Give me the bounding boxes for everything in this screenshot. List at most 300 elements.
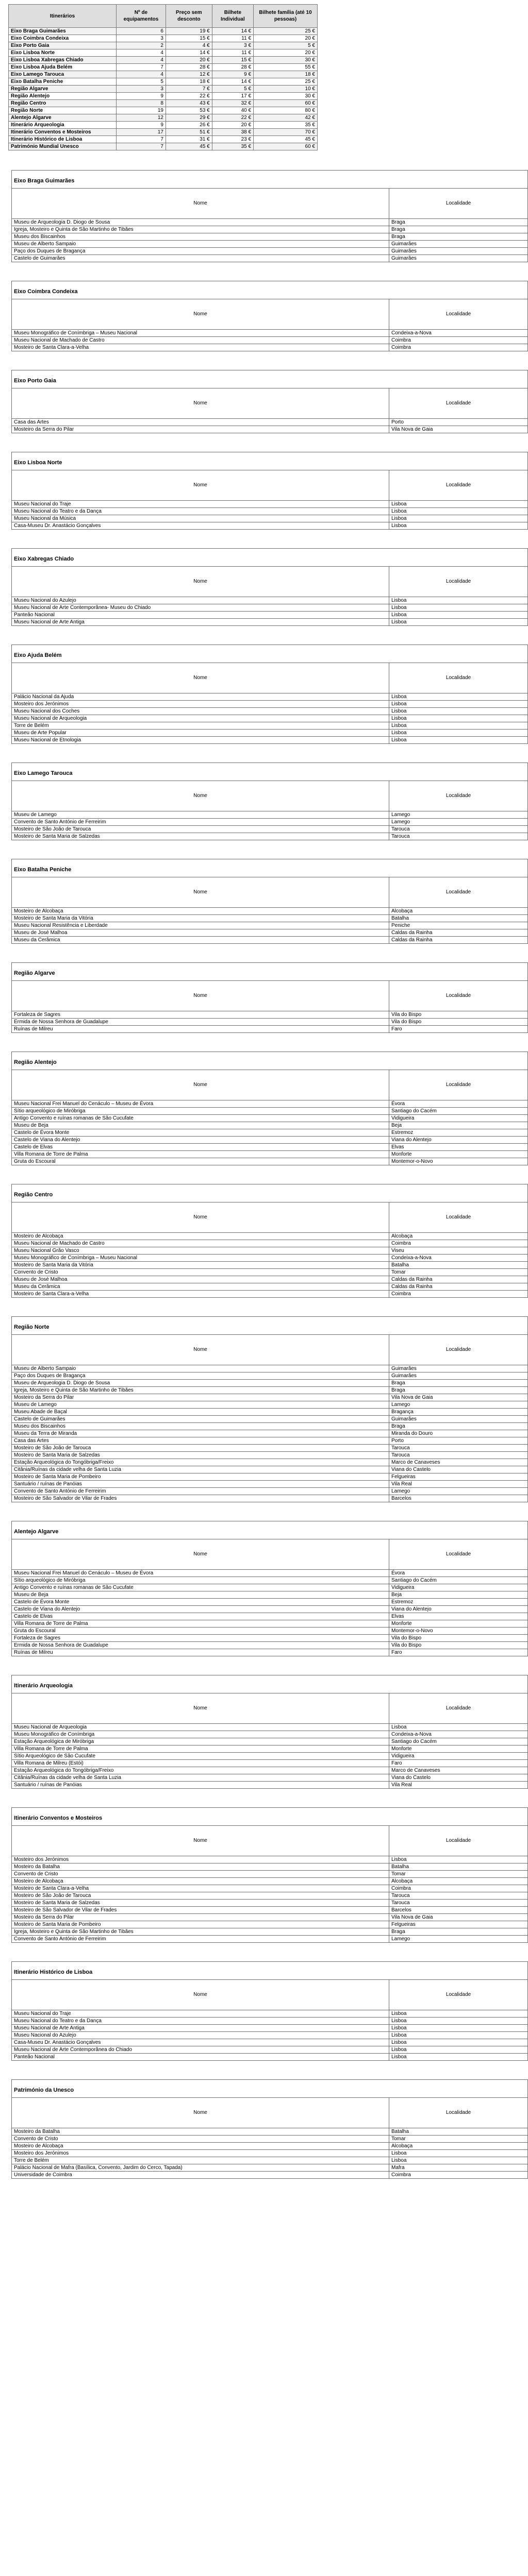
monument-location: Caldas da Rainha: [389, 1283, 528, 1291]
summary-row: [9, 64, 318, 71]
monument-name: Museu Nacional de Machado de Castro: [12, 1240, 389, 1247]
monument-name: Palácio Nacional da Ajuda: [12, 693, 389, 701]
route-header-row: [12, 470, 527, 501]
summary-value: 14 €: [166, 49, 212, 57]
table-row: [12, 1760, 527, 1767]
table-row: [12, 1745, 527, 1753]
monument-location: Faro: [391, 1649, 402, 1655]
monument-name: Museu Nacional de Etnologia: [12, 737, 389, 744]
monument-location: Lisboa: [389, 2046, 528, 2054]
table-row: [12, 1247, 527, 1255]
route-section: [11, 645, 528, 744]
monument-location: Guimarães: [389, 248, 528, 255]
column-header-nome: Nome: [12, 470, 389, 501]
summary-value: 4: [117, 49, 166, 57]
table-row: [12, 1599, 527, 1606]
monument-name: Museu Nacional do Azulejo: [12, 597, 389, 604]
monument-name: Museu Nacional Resistência e Liberdade: [12, 922, 389, 929]
summary-row: [9, 107, 318, 114]
monument-name: Museu Monográfico de Conímbriga: [12, 1731, 389, 1738]
monument-location: Braga: [389, 219, 528, 226]
monument-location: Tarouca: [389, 826, 528, 833]
monument-name: Museu de Lamego: [12, 1401, 389, 1409]
summary-value: 38 €: [212, 129, 253, 136]
table-row: [12, 1613, 527, 1620]
monument-name: Museu Nacional Frei Manuel do Cenáculo – Museu de Évora: [12, 1570, 389, 1577]
summary-header-cell: Bilhete família (até 10 pessoas): [254, 5, 318, 28]
monument-name: Ruínas de Milreu: [12, 1649, 389, 1656]
monument-location: Lamego: [389, 811, 528, 819]
table-row: [12, 1628, 527, 1635]
table-row: [12, 2172, 527, 2179]
monument-location: Lamego: [391, 1936, 410, 1942]
monument-location: Vila Real: [391, 1782, 412, 1788]
summary-value: 43 €: [166, 100, 212, 107]
table-row: [12, 1430, 527, 1437]
monument-name: Mosteiro de Santa Maria da Vitória: [12, 1262, 389, 1269]
monument-name: Mosteiro da Serra do Pilar: [12, 426, 389, 433]
table-row: [12, 1283, 527, 1291]
monument-location: Lisboa: [389, 2150, 528, 2157]
summary-value: 14 €: [212, 78, 253, 86]
monument-location: Lisboa: [389, 2157, 528, 2164]
route-header-row: [12, 877, 527, 908]
route-table: [12, 566, 527, 625]
itinerary-name: Eixo Lisboa Ajuda Belém: [9, 64, 117, 71]
monument-name: Museu de Arqueologia D. Diogo de Sousa: [12, 1380, 389, 1387]
monument-name: Paço dos Duques de Bragança: [12, 1372, 389, 1380]
summary-value: 9: [117, 122, 166, 129]
table-row: [12, 1026, 527, 1033]
column-header-localidade: Localidade: [389, 1980, 528, 2010]
monument-name: Paço dos Duques de Bragança: [12, 248, 389, 255]
table-row: [12, 419, 527, 426]
monument-name: Museu de Arte Popular: [12, 730, 389, 737]
table-row: [12, 344, 527, 351]
itinerary-name: Itinerário Arqueologia: [9, 122, 117, 129]
table-row: [12, 1115, 527, 1122]
monument-name: Mosteiro de Santa Maria de Salzedas: [12, 1900, 389, 1907]
route-title: Itinerário Arqueologia: [14, 1683, 73, 1689]
itinerary-name: Património Mundial Unesco: [9, 143, 117, 150]
monument-name: Torre de Belém: [12, 2157, 389, 2164]
monument-location: Caldas da Rainha: [391, 937, 433, 943]
table-row: [12, 226, 527, 233]
route-table: [12, 663, 527, 743]
summary-row: [9, 93, 318, 100]
summary-value: 5 €: [212, 86, 253, 93]
table-row: [12, 2018, 527, 2025]
monument-location: Lisboa: [391, 2054, 407, 2060]
monument-name: Mosteiro de Santa Clara-a-Velha: [12, 1291, 389, 1298]
monument-name: Mosteiro de Alcobaça: [12, 1878, 389, 1885]
summary-value: 15 €: [166, 35, 212, 42]
column-header-nome: Nome: [12, 1202, 389, 1233]
monument-location: Viseu: [389, 1247, 528, 1255]
monument-location: Tarouca: [389, 1892, 528, 1900]
monument-name: Antigo Convento e ruínas romanas de São Cucufate: [12, 1584, 389, 1591]
monument-location: Bragança: [389, 1409, 528, 1416]
monument-name: Museu Monográfico de Conímbriga – Museu Nacional: [12, 1255, 389, 1262]
monument-name: Museu de Beja: [12, 1591, 389, 1599]
monument-name: Sítio arqueológico de Miróbriga: [12, 1108, 389, 1115]
summary-value: 8: [117, 100, 166, 107]
summary-value: 35 €: [212, 143, 253, 150]
monument-name: Citânia/Ruínas da cidade velha de Santa Luzia: [12, 1466, 389, 1473]
table-row: [12, 2039, 527, 2046]
monument-name: Gruta do Escoural: [12, 1158, 389, 1165]
monument-name: Mosteiro de Santa Clara-a-Velha: [12, 344, 389, 351]
monument-location: Coimbra: [391, 344, 411, 350]
monument-location: Estremoz: [389, 1129, 528, 1137]
route-table: [12, 1693, 527, 1788]
column-header-nome: Nome: [12, 981, 389, 1011]
monument-name: Museu Monográfico de Conímbriga – Museu Nacional: [12, 330, 389, 337]
itinerary-name: Eixo Braga Guimarães: [9, 28, 117, 35]
table-row: [12, 826, 527, 833]
monument-name: Igreja, Mosteiro e Quinta de São Martinho de Tibães: [12, 1928, 389, 1936]
summary-header-cell: Preço sem desconto: [166, 5, 212, 28]
table-row: [12, 1158, 527, 1165]
table-row: [12, 426, 527, 433]
table-row: [12, 2164, 527, 2172]
route-header-row: [12, 1693, 527, 1724]
monument-location: Caldas da Rainha: [389, 1276, 528, 1283]
monument-name: Casa-Museu Dr. Anastácio Gonçalves: [12, 2039, 389, 2046]
summary-value: 60 €: [254, 100, 318, 107]
monument-name: Convento de Santo António de Ferreirim: [12, 1488, 389, 1495]
summary-value: 22 €: [166, 93, 212, 100]
monument-location: Felgueiras: [389, 1473, 528, 1481]
table-row: [12, 1372, 527, 1380]
monument-location: Batalha: [389, 1262, 528, 1269]
table-row: [12, 722, 527, 730]
table-row: [12, 1380, 527, 1387]
table-row: [12, 693, 527, 701]
monument-name: Mosteiro de Santa Maria de Pombeiro: [12, 1921, 389, 1928]
table-row: [12, 701, 527, 708]
monument-location: Felgueiras: [389, 1921, 528, 1928]
monument-name: Estação Arqueológica do Tongóbriga/Freixo: [12, 1459, 389, 1466]
monument-name: Sítio arqueológico de Miróbriga: [12, 1577, 389, 1584]
route-title: Eixo Lisboa Norte: [14, 460, 62, 466]
route-table: [12, 1825, 527, 1942]
column-header-nome: Nome: [12, 1539, 389, 1570]
route-table: [12, 388, 527, 433]
table-row: [12, 1863, 527, 1871]
table-row: [12, 2157, 527, 2164]
table-row: [12, 1416, 527, 1423]
table-row: [12, 1423, 527, 1430]
summary-row: [9, 86, 318, 93]
summary-value: 70 €: [254, 129, 318, 136]
monument-name: Museu dos Biscainhos: [12, 1423, 389, 1430]
summary-value: 12: [117, 114, 166, 122]
table-row: [12, 929, 527, 937]
summary-value: 40 €: [212, 107, 253, 114]
table-row: [12, 1262, 527, 1269]
table-row: [12, 604, 527, 612]
monument-location: Coimbra: [391, 1291, 411, 1297]
route-title: Património da Unesco: [14, 2087, 74, 2093]
table-row: [12, 1767, 527, 1774]
table-row: [12, 1577, 527, 1584]
monument-location: Guimarães: [389, 241, 528, 248]
summary-value: 19 €: [166, 28, 212, 35]
route-table: [12, 1070, 527, 1165]
monument-name: Mosteiro dos Jerónimos: [12, 1856, 389, 1863]
table-row: [12, 2046, 527, 2054]
summary-value: 53 €: [166, 107, 212, 114]
monument-location: Lisboa: [391, 619, 407, 625]
table-row: [12, 1144, 527, 1151]
table-row: [12, 612, 527, 619]
monument-name: Mosteiro de Santa Clara-a-Velha: [12, 1885, 389, 1892]
monument-location: Braga: [389, 233, 528, 241]
monument-location: Braga: [389, 1380, 528, 1387]
monument-name: Mosteiro de São João de Tarouca: [12, 826, 389, 833]
table-row: [12, 1731, 527, 1738]
table-row: [12, 1269, 527, 1276]
table-row: [12, 1151, 527, 1158]
monument-location: Tomar: [389, 1871, 528, 1878]
route-section: [11, 1961, 528, 2061]
table-row: [12, 1900, 527, 1907]
summary-value: 18 €: [254, 71, 318, 78]
monument-location: Miranda do Douro: [389, 1430, 528, 1437]
monument-name: Museu Nacional do Traje: [12, 2010, 389, 2018]
table-row: [12, 1108, 527, 1115]
route-section: [11, 452, 528, 530]
route-section: [11, 548, 528, 626]
summary-value: 3: [117, 86, 166, 93]
route-section: [11, 1675, 528, 1789]
monument-location: Montemor-o-Novo: [391, 1158, 433, 1164]
monument-location: Alcobaça: [389, 908, 528, 915]
monument-location: Porto: [389, 1437, 528, 1445]
column-header-localidade: Localidade: [389, 1539, 528, 1570]
monument-name: Castelo de Guimarães: [12, 255, 389, 262]
route-title: Eixo Lamego Tarouca: [14, 770, 73, 776]
summary-value: 19: [117, 107, 166, 114]
itinerary-name: Região Centro: [9, 100, 117, 107]
column-header-nome: Nome: [12, 877, 389, 908]
table-row: [12, 1466, 527, 1473]
monument-name: Mosteiro de Santa Maria da Vitória: [12, 915, 389, 922]
monument-location: Condeixa-a-Nova: [389, 1731, 528, 1738]
monument-location: Lisboa: [391, 522, 407, 529]
monument-name: Museu Nacional dos Coches: [12, 708, 389, 715]
column-header-localidade: Localidade: [389, 1202, 528, 1233]
summary-value: 14 €: [212, 28, 253, 35]
monument-location: Barcelos: [389, 1907, 528, 1914]
column-header-nome: Nome: [12, 299, 389, 330]
table-row: [12, 1437, 527, 1445]
table-row: [12, 1129, 527, 1137]
summary-value: 55 €: [254, 64, 318, 71]
table-row: [12, 1233, 527, 1240]
route-title: Região Norte: [14, 1324, 50, 1330]
table-row: [12, 908, 527, 915]
column-header-localidade: Localidade: [389, 470, 528, 501]
table-row: [12, 1137, 527, 1144]
monument-location: Coimbra: [389, 1885, 528, 1892]
monument-name: Mosteiro de Santa Maria de Pombeiro: [12, 1473, 389, 1481]
summary-value: 4: [117, 71, 166, 78]
column-header-localidade: Localidade: [389, 781, 528, 811]
monument-name: Museu Nacional de Arqueologia: [12, 1724, 389, 1731]
summary-value: 11 €: [212, 35, 253, 42]
monument-name: Museu de Beja: [12, 1122, 389, 1129]
table-row: [12, 1635, 527, 1642]
summary-row: [9, 100, 318, 107]
summary-value: 28 €: [166, 64, 212, 71]
monument-location: Viana do Alentejo: [389, 1606, 528, 1613]
monument-name: Casa das Artes: [12, 419, 389, 426]
column-header-localidade: Localidade: [389, 1070, 528, 1100]
summary-value: 30 €: [254, 57, 318, 64]
summary-value: 18 €: [166, 78, 212, 86]
monument-name: Mosteiro de Santa Maria de Salzedas: [12, 833, 389, 840]
monument-location: Peniche: [389, 922, 528, 929]
monument-name: Fortaleza de Sagres: [12, 1635, 389, 1642]
route-header-row: [12, 1335, 527, 1365]
table-row: [12, 1620, 527, 1628]
table-row: [12, 2128, 527, 2136]
summary-row: [9, 71, 318, 78]
summary-value: 17 €: [212, 93, 253, 100]
monument-name: Mosteiro de São João de Tarouca: [12, 1445, 389, 1452]
monument-location: Monforte: [389, 1151, 528, 1158]
table-row: [12, 811, 527, 819]
monument-location: Alcobaça: [389, 1233, 528, 1240]
monument-location: Batalha: [389, 915, 528, 922]
monument-name: Convento de Santo António de Ferreirim: [12, 819, 389, 826]
route-table: [12, 781, 527, 840]
table-row: [12, 241, 527, 248]
table-row: [12, 1100, 527, 1108]
monument-location: Lisboa: [389, 2032, 528, 2039]
table-row: [12, 1649, 527, 1656]
monument-name: Museu Nacional da Música: [12, 515, 389, 522]
monument-location: Monforte: [389, 1620, 528, 1628]
monument-location: Vila do Bispo: [389, 1011, 528, 1019]
monument-location: Marco de Canaveses: [389, 1459, 528, 1466]
monument-location: Vidigueira: [389, 1753, 528, 1760]
route-header-row: [12, 1070, 527, 1100]
monument-location: Batalha: [389, 1863, 528, 1871]
monument-name: Castelo de Viana do Alentejo: [12, 1606, 389, 1613]
summary-value: 9: [117, 93, 166, 100]
column-header-nome: Nome: [12, 1335, 389, 1365]
table-row: [12, 233, 527, 241]
monument-location: Viana do Alentejo: [389, 1137, 528, 1144]
table-row: [12, 2025, 527, 2032]
summary-value: 32 €: [212, 100, 253, 107]
monument-name: Museu Nacional do Azulejo: [12, 2032, 389, 2039]
monument-name: Villa Romana de Torre de Palma: [12, 1151, 389, 1158]
monument-name: Universidade de Coimbra: [12, 2172, 389, 2179]
summary-value: 42 €: [254, 114, 318, 122]
table-row: [12, 1409, 527, 1416]
monument-name: Mosteiro de São Salvador de Vilar de Frades: [12, 1907, 389, 1914]
column-header-nome: Nome: [12, 1693, 389, 1724]
route-section: [11, 1184, 528, 1298]
monument-location: Vila Real: [389, 1481, 528, 1488]
route-table: [12, 1539, 527, 1656]
monument-location: Vila Nova de Gaia: [389, 1914, 528, 1921]
route-title: Itinerário Histórico de Lisboa: [14, 1969, 93, 1975]
monument-name: Museu Nacional de Arte Antiga: [12, 619, 389, 626]
monument-name: Fortaleza de Sagres: [12, 1011, 389, 1019]
table-row: [12, 1753, 527, 1760]
table-row: [12, 248, 527, 255]
monument-location: Vidigueira: [389, 1584, 528, 1591]
table-row: [12, 1394, 527, 1401]
monument-name: Casa das Artes: [12, 1437, 389, 1445]
summary-value: 7: [117, 143, 166, 150]
column-header-localidade: Localidade: [389, 2098, 528, 2128]
table-row: [12, 1914, 527, 1921]
monument-location: Beja: [389, 1122, 528, 1129]
monument-name: Castelo de Guimarães: [12, 1416, 389, 1423]
summary-value: 10 €: [254, 86, 318, 93]
monument-name: Panteão Nacional: [12, 2054, 389, 2061]
route-header-row: [12, 981, 527, 1011]
summary-value: 4: [117, 57, 166, 64]
table-row: [12, 915, 527, 922]
table-row: [12, 2150, 527, 2157]
monument-location: Lamego: [389, 1488, 528, 1495]
summary-table: [8, 4, 318, 150]
itinerary-name: Itinerário Histórico de Lisboa: [9, 136, 117, 143]
monument-location: Lamego: [389, 1401, 528, 1409]
monument-location: Estremoz: [389, 1599, 528, 1606]
table-row: [12, 1495, 527, 1502]
summary-value: 9 €: [212, 71, 253, 78]
summary-value: 31 €: [166, 136, 212, 143]
table-row: [12, 2054, 527, 2061]
route-table: [12, 470, 527, 529]
summary-value: 7: [117, 136, 166, 143]
table-row: [12, 1782, 527, 1789]
table-row: [12, 2136, 527, 2143]
route-title: Alentejo Algarve: [14, 1529, 59, 1535]
table-row: [12, 730, 527, 737]
monument-location: Batalha: [389, 2128, 528, 2136]
summary-value: 25 €: [254, 78, 318, 86]
summary-header-cell: Bilhete Individual: [212, 5, 253, 28]
monument-location: Lisboa: [389, 1724, 528, 1731]
monument-location: Condeixa-a-Nova: [389, 330, 528, 337]
monument-name: Mosteiro de Alcobaça: [12, 2143, 389, 2150]
table-row: [12, 1255, 527, 1262]
summary-value: 25 €: [254, 28, 318, 35]
monument-location: Viana do Castelo: [389, 1466, 528, 1473]
route-section: [11, 2079, 528, 2179]
monument-location: Viana do Castelo: [389, 1774, 528, 1782]
summary-value: 6: [117, 28, 166, 35]
summary-row: [9, 136, 318, 143]
monument-name: Villa Romana de Milreu (Estói): [12, 1760, 389, 1767]
monument-name: Convento de Cristo: [12, 2136, 389, 2143]
monument-location: Lisboa: [389, 501, 528, 508]
table-row: [12, 255, 527, 262]
monument-location: Mafra: [389, 2164, 528, 2172]
monument-name: Museu Nacional de Machado de Castro: [12, 337, 389, 344]
column-header-localidade: Localidade: [389, 877, 528, 908]
route-table: [12, 1202, 527, 1297]
